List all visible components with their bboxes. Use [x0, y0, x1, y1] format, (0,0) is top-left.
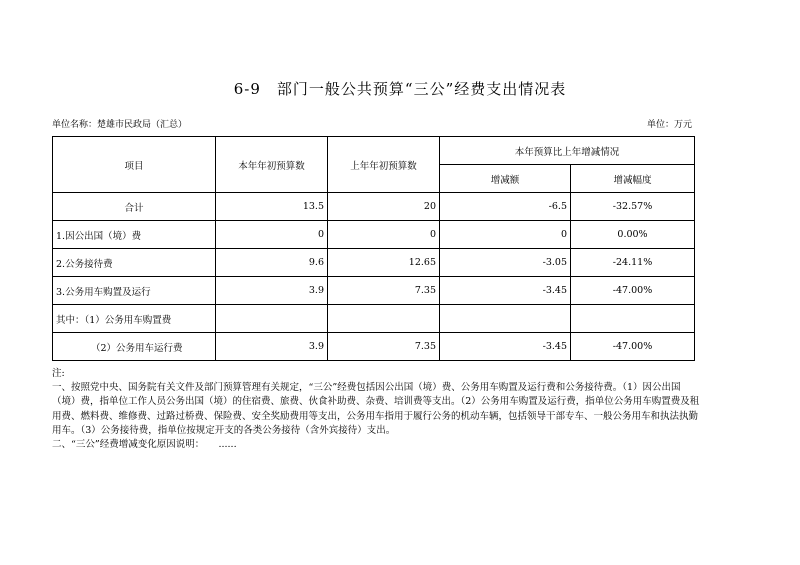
header-last-year: 上年年初预算数 [328, 137, 440, 193]
this-year-value: 3.9 [216, 277, 328, 305]
change-value: -6.5 [440, 193, 571, 221]
table-row [53, 249, 695, 277]
header-change-rate: 增减幅度 [571, 165, 695, 193]
row-label: 合计 [53, 193, 216, 221]
notes-label: 注: [52, 368, 65, 379]
currency-unit-label: 单位：万元 [646, 120, 692, 130]
last-year-value [328, 305, 440, 333]
table-row [53, 277, 695, 305]
table-row [53, 193, 695, 221]
change-value [440, 305, 571, 333]
row-label: 其中：（1）公务用车购置费 [53, 305, 216, 333]
unit-name-label: 单位名称：楚雄市民政局（汇总） [52, 120, 188, 130]
row-label: 2.公务接待费 [53, 249, 216, 277]
row-label: 1.因公出国（境）费 [53, 221, 216, 249]
notes-paragraph-1: 一、按照党中央、国务院有关文件及部门预算管理有关规定，“三公”经费包括因公出国（境）费、公务用车购置及运行费和公务接待费。（1）因公出国（境）费，指单位工作人员公务出国（境）的住宿费、旅费、伙食补助费、杂费、培训费等支出。（2）公务用车购置及运行费，指单位公务用车购置费及租用费、燃料费、维修费、过路过桥费、保险费、安全奖励费用等支出，公务用车指用于履行公务的机动车辆，包括领导干部专车、一般公务用车和执法执勤用车。（3）公务接待费，指单位按规定开支的各类公务接待（含外宾接待）支出。 [52, 382, 700, 436]
change-value: 0 [440, 221, 571, 249]
rate-value: -47.00% [571, 333, 695, 361]
header-this-year: 本年年初预算数 [216, 137, 328, 193]
header-compare: 本年预算比上年增减情况 [440, 137, 695, 165]
row-label: 3.公务用车购置及运行 [53, 277, 216, 305]
header-change-amount: 增减额 [440, 165, 571, 193]
expense-table [52, 136, 695, 361]
table-row [53, 221, 695, 249]
rate-value [571, 305, 695, 333]
last-year-value: 7.35 [328, 277, 440, 305]
this-year-value: 3.9 [216, 333, 328, 361]
change-value: -3.05 [440, 249, 571, 277]
last-year-value: 7.35 [328, 333, 440, 361]
this-year-value [216, 305, 328, 333]
change-value: -3.45 [440, 277, 571, 305]
last-year-value: 12.65 [328, 249, 440, 277]
this-year-value: 13.5 [216, 193, 328, 221]
notes-paragraph-2: 二、“三公”经费增减变化原因说明： ...... [52, 439, 237, 451]
change-value: -3.45 [440, 333, 571, 361]
rate-value: -47.00% [571, 277, 695, 305]
page-title: 6-9 部门一般公共预算“三公”经费支出情况表 [233, 80, 567, 98]
last-year-value: 20 [328, 193, 440, 221]
header-item: 项目 [53, 137, 216, 193]
this-year-value: 9.6 [216, 249, 328, 277]
rate-value: 0.00% [571, 221, 695, 249]
this-year-value: 0 [216, 221, 328, 249]
row-label: （2）公务用车运行费 [53, 333, 216, 361]
rate-value: -32.57% [571, 193, 695, 221]
table-row [53, 305, 695, 333]
notes-section [52, 367, 700, 452]
table-row [53, 333, 695, 361]
last-year-value: 0 [328, 221, 440, 249]
rate-value: -24.11% [571, 249, 695, 277]
